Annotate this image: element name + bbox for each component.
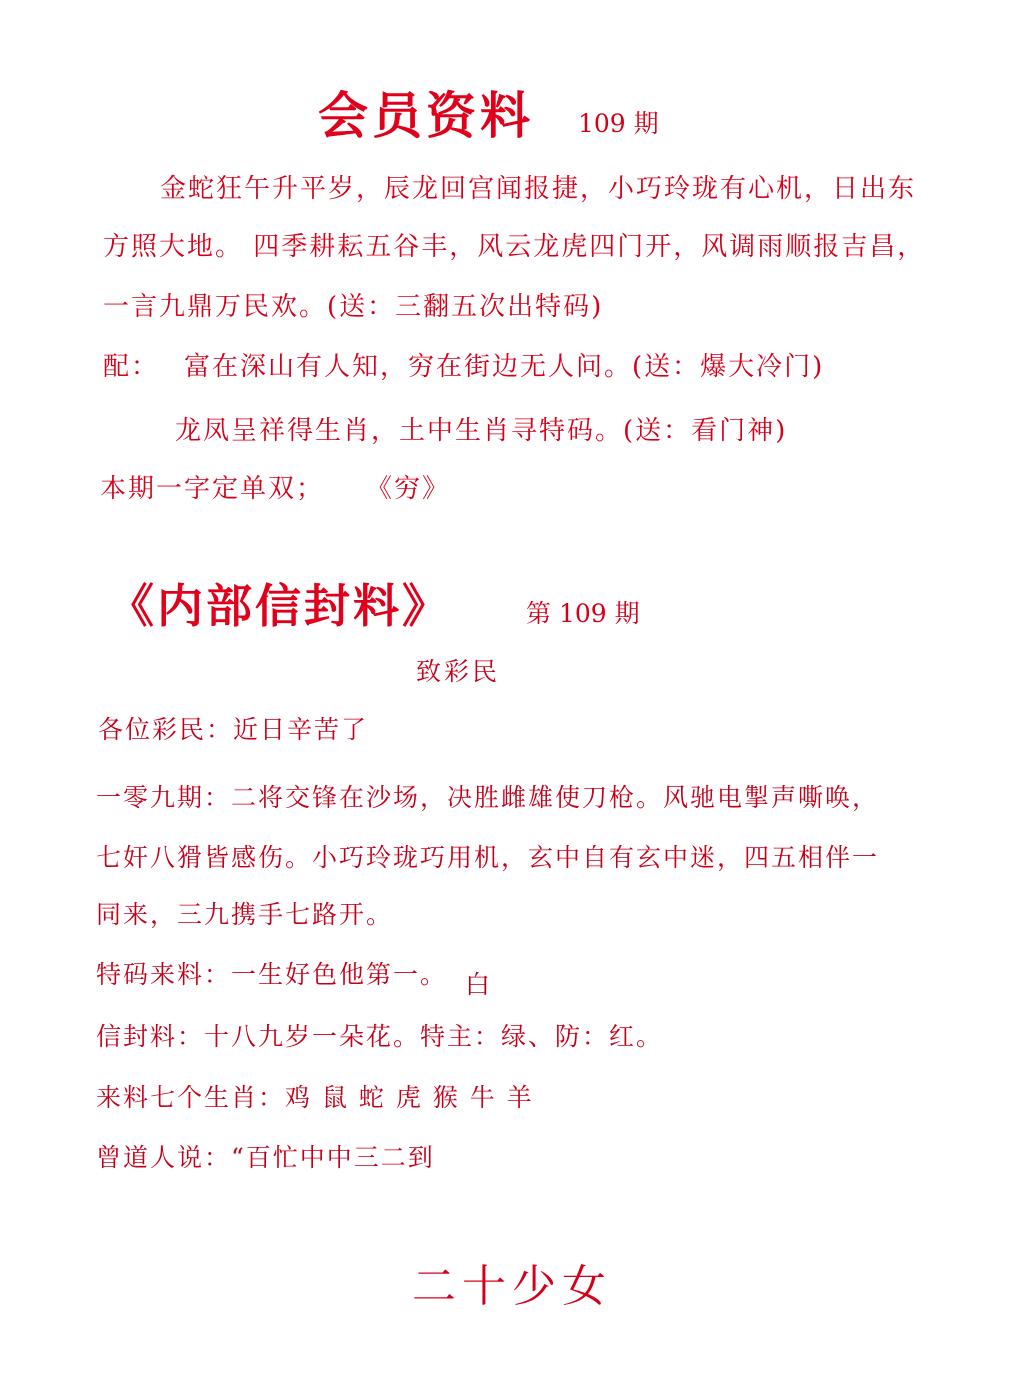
envelope-line: 信封料：十八九岁一朵花。特主：绿、防：红。: [96, 1022, 664, 1051]
saying-line: 曾道人说：“百忙中中三二到: [96, 1143, 435, 1172]
page-title: 会员资料: [318, 86, 534, 145]
envelope-subtitle: 致彩民: [416, 657, 501, 686]
greeting: 各位彩民：近日辛苦了: [98, 715, 369, 744]
envelope-para-3: 同来，三九携手七路开。: [96, 900, 394, 929]
issue-number: 109 期: [578, 109, 659, 138]
match-text: 富在深山有人知，穷在街边无人问。(送：爆大冷门): [184, 352, 825, 382]
member-line-1: 金蛇狂午升平岁，辰龙回宫闻报捷，小巧玲珑有心机，日出东: [160, 174, 917, 204]
special-code-extra: 白: [465, 970, 491, 999]
member-line-5: 龙凤呈祥得生肖，土中生肖寻特码。(送：看门神): [175, 416, 788, 446]
footer-title: 二十少女: [412, 1261, 612, 1312]
member-line-3: 一言九鼎万民欢。(送：三翻五次出特码): [103, 292, 604, 322]
envelope-para-1: 一零九期：二将交锋在沙场，决胜雌雄使刀枪。风驰电掣声嘶唤，: [96, 783, 880, 812]
odd-even-label: 本期一字定单双；: [100, 474, 325, 504]
envelope-issue: 第 109 期: [526, 599, 640, 628]
envelope-title: 《内部信封料》: [108, 579, 451, 633]
zodiac-line: 来料七个生肖：鸡 鼠 蛇 虎 猴 牛 羊: [96, 1083, 534, 1112]
member-line-2: 方照大地。 四季耕耘五谷丰，风云龙虎四门开，风调雨顺报吉昌，: [103, 232, 926, 262]
odd-even-word: 《穷》: [366, 474, 451, 504]
envelope-para-2: 七奸八猾皆感伤。小巧玲珑巧用机，玄中自有玄中迷，四五相伴一: [96, 843, 880, 872]
match-label: 配：: [103, 352, 160, 382]
special-code-line: 特码来料：一生好色他第一。: [96, 960, 448, 989]
